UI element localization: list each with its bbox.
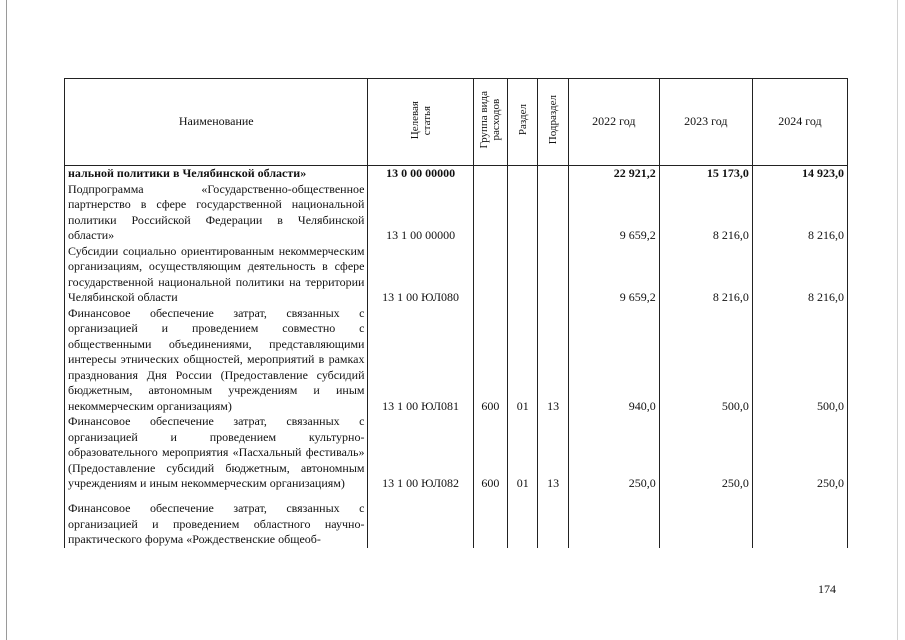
row-subsection xyxy=(538,244,568,306)
scan-left-edge-line xyxy=(6,0,7,640)
row-section xyxy=(508,182,538,244)
row-amount-2024 xyxy=(752,492,847,548)
row-target-article: 13 1 00 ЮЛ081 xyxy=(368,306,473,415)
row-subsection xyxy=(538,182,568,244)
table-row xyxy=(65,414,848,492)
header-subsection xyxy=(538,79,568,166)
row-target-article: 13 1 00 ЮЛ082 xyxy=(368,414,473,492)
header-section xyxy=(508,79,538,166)
table-header-row xyxy=(65,79,848,166)
budget-table xyxy=(64,78,848,548)
header-target-article-line-2: статья xyxy=(420,105,433,135)
row-name: Финансовое обеспечение затрат, связанных с организацией и проведением совместно с общественными объединениями, представляющими интересы этнических общностей, мероприятий в рамках празднования Дня России (Предоставление субсидий бюджетным, автономным учреждениям и иным некоммерческим организациям) xyxy=(65,306,368,415)
row-amount-2024: 250,0 xyxy=(752,414,847,492)
header-expense-group xyxy=(473,79,507,166)
header-name: Наименование xyxy=(65,79,368,166)
row-amount-2024: 500,0 xyxy=(752,306,847,415)
table-row xyxy=(65,182,848,244)
header-year-2022: 2022 год xyxy=(568,79,659,166)
row-amount-2023: 250,0 xyxy=(659,414,752,492)
table-row xyxy=(65,492,848,548)
row-target-article: 13 0 00 00000 xyxy=(368,166,473,182)
row-name: Подпрограмма «Государственно-общественное партнерство в сфере государственной национальной политики Российской Федерации в Челябинской области» xyxy=(65,182,368,244)
row-subsection: 13 xyxy=(538,306,568,415)
row-amount-2022: 9 659,2 xyxy=(568,182,659,244)
row-amount-2023: 15 173,0 xyxy=(659,166,752,182)
row-amount-2022: 940,0 xyxy=(568,306,659,415)
row-subsection xyxy=(538,166,568,182)
row-subsection xyxy=(538,492,568,548)
row-expense-group: 600 xyxy=(473,414,507,492)
header-year-2023: 2023 год xyxy=(659,79,752,166)
header-target-article xyxy=(368,79,473,166)
row-target-article: 13 1 00 00000 xyxy=(368,182,473,244)
row-name: нальной политики в Челябинской области» xyxy=(65,166,368,182)
row-amount-2022 xyxy=(568,492,659,548)
header-section-label: Раздел xyxy=(516,104,529,136)
table-row xyxy=(65,166,848,182)
table-row xyxy=(65,244,848,306)
row-amount-2022: 250,0 xyxy=(568,414,659,492)
row-expense-group: 600 xyxy=(473,306,507,415)
row-amount-2023: 8 216,0 xyxy=(659,244,752,306)
row-section xyxy=(508,492,538,548)
row-amount-2023: 500,0 xyxy=(659,306,752,415)
page-number: 174 xyxy=(818,582,836,596)
row-section xyxy=(508,244,538,306)
row-amount-2024: 14 923,0 xyxy=(752,166,847,182)
row-target-article xyxy=(368,492,473,548)
row-name: Субсидии социально ориентированным некоммерческим организациям, осуществляющим деятельность в сфере государственной национальной политики на территории Челябинской области xyxy=(65,244,368,306)
table-row xyxy=(65,306,848,415)
row-section xyxy=(508,166,538,182)
row-expense-group xyxy=(473,182,507,244)
row-expense-group xyxy=(473,166,507,182)
row-section: 01 xyxy=(508,306,538,415)
row-subsection: 13 xyxy=(538,414,568,492)
scan-right-edge-line xyxy=(897,0,898,640)
row-amount-2023: 8 216,0 xyxy=(659,182,752,244)
row-amount-2022: 22 921,2 xyxy=(568,166,659,182)
header-expense-group-line-2: расходов xyxy=(490,98,503,141)
row-target-article: 13 1 00 ЮЛ080 xyxy=(368,244,473,306)
row-amount-2024: 8 216,0 xyxy=(752,244,847,306)
row-name: Финансовое обеспечение затрат, связанных с организацией и проведением культурно-образовательного мероприятия «Пасхальный фестиваль» (Предоставление субсидий бюджетным, автономным учреждениям и иным некоммерческим организациям) xyxy=(65,414,368,492)
header-target-article-line-1: Целевая xyxy=(408,100,421,139)
header-year-2024: 2024 год xyxy=(752,79,847,166)
row-expense-group xyxy=(473,492,507,548)
header-subsection-label: Подраздел xyxy=(547,95,560,145)
row-amount-2024: 8 216,0 xyxy=(752,182,847,244)
header-expense-group-line-1: Группа вида xyxy=(478,91,491,149)
row-amount-2023 xyxy=(659,492,752,548)
row-section: 01 xyxy=(508,414,538,492)
row-amount-2022: 9 659,2 xyxy=(568,244,659,306)
row-expense-group xyxy=(473,244,507,306)
row-name: Финансовое обеспечение затрат, связанных с организацией и проведением областного научно-практического форума «Рождественские общеоб- xyxy=(65,492,368,548)
